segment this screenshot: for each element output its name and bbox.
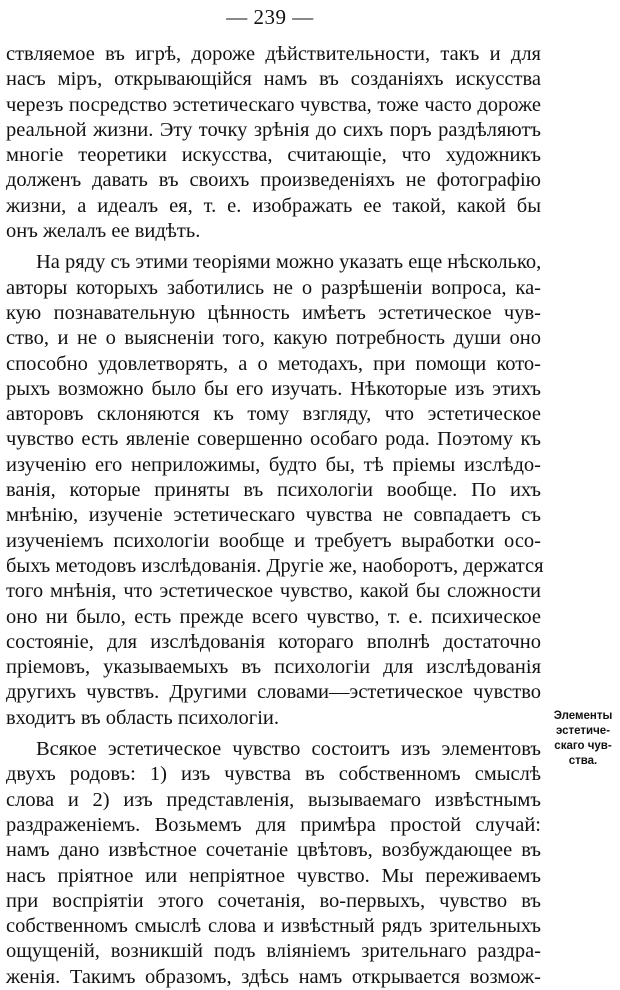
text-line: На ряду съ этими теоріями можно указать еще нѣсколько, xyxy=(36,251,542,274)
text-line: собственномъ смыслѣ слова и извѣстный рядъ зрительныхъ xyxy=(6,915,541,938)
text-line: авторы которыхъ заботились не о разрѣшеніи вопроса, ка- xyxy=(6,276,541,299)
text-line: оно ни было, есть прежде всего чувство, т. е. психическое xyxy=(6,605,541,628)
text-line: долженъ давать въ своихъ произведеніяхъ не фотографію xyxy=(6,169,541,192)
text-line: способно удовлетворять, а о методахъ, при помощи кото- xyxy=(6,352,541,375)
text-line: чувство есть явленіе совершенно особаго рода. Поэтому къ xyxy=(6,428,541,451)
text-line: двухъ родовъ: 1) изъ чувства въ собственномъ смыслѣ xyxy=(6,763,541,786)
margin-note-line: Элементы xyxy=(553,710,613,722)
text-line: пріемовъ, указываемыхъ въ психологіи для изслѣдованія xyxy=(6,656,541,679)
margin-note-line: скаго чув- xyxy=(554,740,612,752)
paragraph-3 xyxy=(6,737,541,990)
text-line: слова и 2) изъ представленія, вызываемаго извѣстнымъ xyxy=(6,788,541,811)
text-line: ствляемое въ игрѣ, дороже дѣйствительности, такъ и для xyxy=(6,43,541,65)
text-line: входитъ въ область психологіи. xyxy=(6,706,279,729)
text-line: Всякое эстетическое чувство состоитъ изъ элементовъ xyxy=(36,738,541,761)
text-line: изученіемъ психологіи вообще и требуетъ выработки осо- xyxy=(6,529,541,552)
text-line: кую познавательную цѣнность имѣетъ эстетическое чув- xyxy=(6,301,541,324)
text-line: женія. Такимъ образомъ, здѣсь намъ открывается возмож- xyxy=(6,965,541,988)
text-line: насъ пріятное или непріятное чувство. Мы переживаемъ xyxy=(6,864,541,887)
text-line: рыхъ возможно было бы его изучать. Нѣкоторые изъ этихъ xyxy=(6,377,541,400)
text-line: раздраженіемъ. Возьмемъ для примѣра простой случай: xyxy=(6,813,541,836)
text-line: изученію его неприложимы, будто бы, тѣ пріемы изслѣдо- xyxy=(6,453,541,476)
margin-note xyxy=(548,709,618,769)
text-line: другихъ чувствъ. Другими словами—эстетическое чувство xyxy=(6,681,541,704)
body-text xyxy=(6,42,544,990)
text-line: онъ желалъ ее видѣть. xyxy=(6,220,201,243)
text-line: намъ дано извѣстное сочетаніе цвѣтовъ, возбуждающее въ xyxy=(6,839,541,862)
paragraph-1 xyxy=(6,42,541,244)
text-line: жизни, а идеалъ ея, т. е. изображать ее такой, какой бы xyxy=(6,194,541,217)
text-line: ство, и не о выясненіи того, какую потребность души оно xyxy=(6,327,541,350)
text-line: авторовъ склоняются къ тому взгляду, что эстетическое xyxy=(6,403,541,426)
text-line: реальной жизни. Эту точку зрѣнія до сихъ поръ раздѣляютъ xyxy=(6,118,541,141)
paragraph-2 xyxy=(6,250,544,731)
text-line: того мнѣнія, что эстетическое чувство, какой бы сложности xyxy=(6,580,541,603)
margin-note-line: ства. xyxy=(568,755,598,767)
text-line: насъ міръ, открывающійся намъ въ созданіяхъ искусства xyxy=(6,68,541,91)
text-line: состояніе, для изслѣдованія котораго вполнѣ достаточно xyxy=(6,630,541,653)
text-line: мнѣнію, изученіе эстетическаго чувства не совпадаетъ съ xyxy=(6,504,541,527)
margin-note-line: эстетиче- xyxy=(555,725,611,737)
text-line: многіе теоретики искусства, считающіе, что художникъ xyxy=(6,144,541,167)
text-line: черезъ посредство эстетическаго чувства, тоже часто дороже xyxy=(6,93,541,116)
page-number: — 239 — xyxy=(226,5,314,29)
text-line: ощущеній, возникшій подъ вліяніемъ зрительнаго раздра- xyxy=(6,940,541,963)
text-line: при воспріятіи этого сочетанія, во-первыхъ, чувство въ xyxy=(6,889,541,912)
text-line: ванія, которые приняты въ психологіи вообще. По ихъ xyxy=(6,479,541,502)
text-line: быхъ методовъ изслѣдованія. Другіе же, наоборотъ, держатся xyxy=(6,554,544,577)
